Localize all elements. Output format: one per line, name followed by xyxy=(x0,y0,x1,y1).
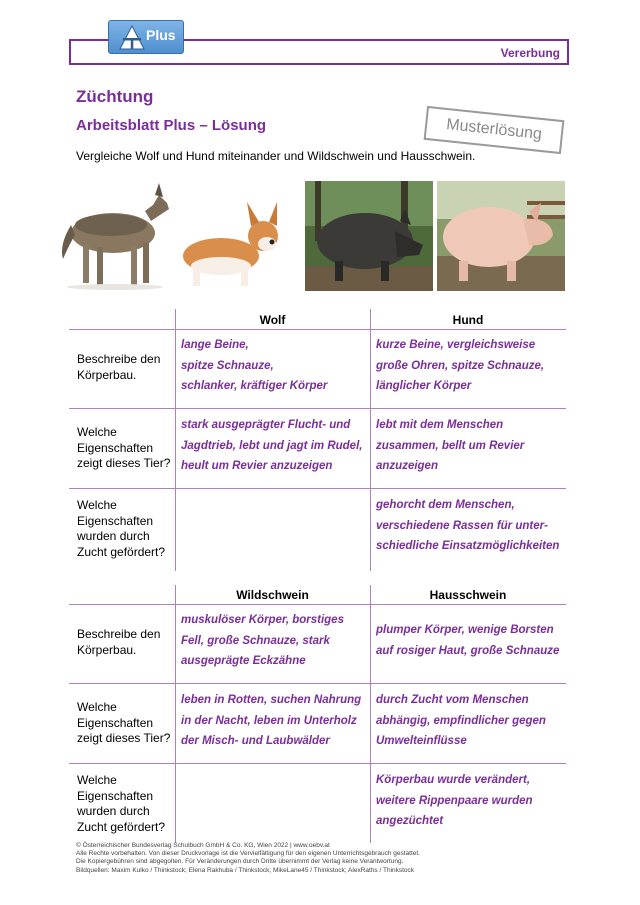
plus-logo xyxy=(108,20,184,54)
question-cell: Welche Eigenschaften zeigt dieses Tier? xyxy=(77,425,171,470)
table-row xyxy=(69,684,566,764)
answer-cell: leben in Rotten, suchen Nahrung in der Nacht, leben im Unterholz der Misch- und Laubwälder xyxy=(181,694,362,747)
table-row xyxy=(69,409,566,489)
column-header: Wolf xyxy=(259,313,286,327)
footer-line: Die Kopiergebühren sind abgegolten. Für Veränderungen durch Dritte übernimmt der Verlag keine Verantwortung. xyxy=(76,858,404,866)
header-topic: Vererbung xyxy=(500,46,560,60)
answer-cell: Körperbau wurde verändert, weitere Rippenpaare wurden angezüchtet xyxy=(376,774,533,827)
answer-cell: gehorcht dem Menschen, verschiedene Rassen für unter- schiedliche Einsatzmöglichkeiten xyxy=(376,499,560,552)
wild-boar-photo xyxy=(305,181,433,291)
footer-line: © Österreichischer Bundesverlag Schulbuch GmbH & Co. KG, Wien 2022 | www.oebv.at xyxy=(76,842,330,849)
answer-cell: plumper Körper, wenige Borsten auf rosiger Haut, große Schnauze xyxy=(376,624,560,657)
page-subtitle: Arbeitsblatt Plus – Lösung xyxy=(76,117,267,134)
footer-line: Alle Rechte vorbehalten. Von dieser Druckvorlage ist die Vervielfältigung für den eigenen Unterrichtsgebrauch gestattet. xyxy=(76,850,420,858)
question-cell: Welche Eigenschaften wurden durch Zucht gefördert? xyxy=(77,498,166,559)
answer-cell: lange Beine, spitze Schnauze, schlanker, kräftiger Körper xyxy=(181,339,328,392)
question-cell: Beschreibe den Körperbau. xyxy=(77,352,161,382)
domestic-pig-photo xyxy=(437,181,565,291)
column-header: Hausschwein xyxy=(429,588,507,602)
question-cell: Beschreibe den Körperbau. xyxy=(77,627,161,657)
page-title: Züchtung xyxy=(76,87,154,106)
table-header-row xyxy=(69,585,566,605)
solution-stamp: Musterlösung xyxy=(424,106,565,154)
question-cell: Welche Eigenschaften wurden durch Zucht gefördert? xyxy=(77,773,166,834)
answer-cell: stark ausgeprägter Flucht- und Jagdtrieb, lebt und jagt im Rudel, heult um Revier anzuzeigen xyxy=(181,419,363,472)
triangle-logo-icon xyxy=(119,25,145,51)
table-row xyxy=(69,329,566,409)
question-cell: Welche Eigenschaften zeigt dieses Tier? xyxy=(77,700,171,745)
column-header: Hund xyxy=(452,313,484,327)
column-header: Wildschwein xyxy=(236,588,309,602)
answer-cell: durch Zucht vom Menschen abhängig, empfindlicher gegen Umwelteinflüsse xyxy=(376,694,546,747)
copyright-footer xyxy=(76,842,420,875)
logo-text: Plus xyxy=(146,27,176,43)
comparison-table-boar-pig xyxy=(69,585,566,843)
wolf-photo xyxy=(55,175,177,291)
table-row xyxy=(69,764,566,843)
footer-line: Bildquellen: Maxim Kulko / Thinkstock; Elena Rakhuba / Thinkstock; MikeLane45 / Thinkstock; AlexRaths / Thinkstock xyxy=(76,866,415,874)
answer-cell: lebt mit dem Menschen zusammen, bellt um Revier anzuzeigen xyxy=(376,419,525,472)
dog-photo xyxy=(177,198,285,292)
instruction-text: Vergleiche Wolf und Hund miteinander und Wildschwein und Hausschwein. xyxy=(76,149,476,163)
answer-cell: muskulöser Körper, borstiges Fell, große Schnauze, stark ausgeprägte Eckzähne xyxy=(181,614,344,667)
table-row xyxy=(69,604,566,684)
comparison-table-wolf-dog xyxy=(69,309,566,571)
table-header-row xyxy=(69,309,566,330)
table-row xyxy=(69,489,566,571)
answer-cell: kurze Beine, vergleichsweise große Ohren, spitze Schnauze, länglicher Körper xyxy=(376,339,545,392)
